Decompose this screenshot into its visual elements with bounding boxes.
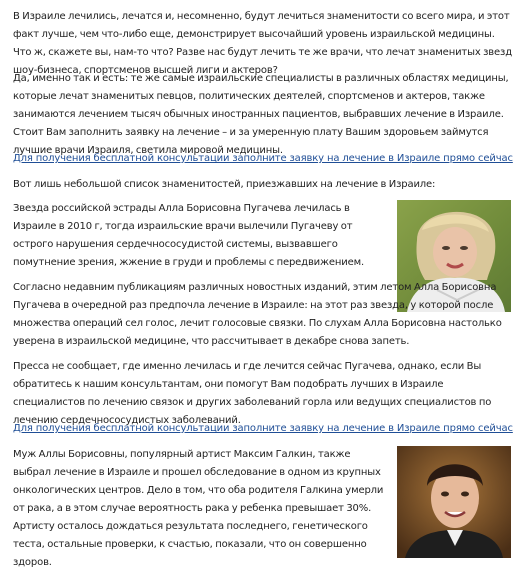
specialists-paragraph: Да, именно так и есть: те же самые израильские специалисты в различных областях медицины, которые лечат знаменитых певцов, политических деятелей, спортсменов и актеров, также занимаются лечением тысяч обычных иностранных пациентов, выбравших лечение в Израиле. Стоит Вам заполнить заявку на лечение – и за умеренную плату Вашим здоровьем займутся лучшие врачи Израиля, светила мировой медицины.	[13, 73, 509, 156]
pugacheva-treatment-paragraph: Звезда российской эстрады Алла Борисовна Пугачева лечилась в Израиле в 2010 г, тогда израильские врачи вылечили Пугачеву от острого нарушения сердечнососудистой системы, вызвавшего помутнение зрения, жжение в груди и проблемы с передвижением.	[13, 203, 365, 268]
press-paragraph: Пресса не сообщает, где именно лечилась и где лечится сейчас Пугачева, однако, если Вы обратитесь к нашим консультантам, они помогут Вам подобрать лучших в Израиле специалистов по лечению связок и других заболеваний горла или ведущих специалистов по лечению сердечнососудистых заболеваний.	[13, 361, 492, 426]
free-consultation-link-1[interactable]: Для получения бесплатной консультации заполните заявку на лечение в Израиле прямо сейчас	[13, 153, 513, 164]
galkin-paragraph: Муж Аллы Борисовны, популярный артист Максим Галкин, также выбрал лечение в Израиле и прошел обследование в одном из крупных онкологических центров. Дело в том, что оба родителя Галкина умерли от рака, а в этом случае вероятность рака у ребенка превышает 30%. Артисту осталось дождаться результата последнего, генетического теста, остальные проверки, к счастью, показали, что он совершенно здоров.	[13, 449, 384, 568]
pugacheva-voice-paragraph: Согласно недавним публикациям различных новостных изданий, этим летом Алла Борисовна Пугачева в очередной раз предпочла лечение в Израиле: на этот раз звезда, у которой после множества операций сел голос, лечит голосовые связки. По слухам Алла Борисовна настолько уверена в израильской медицине, что рассчитывает в декабре снова запеть.	[13, 282, 502, 347]
free-consultation-link-2[interactable]: Для получения бесплатной консультации заполните заявку на лечение в Израиле прямо сейчас	[13, 423, 513, 434]
celebrities-list-intro: Вот лишь небольшой список знаменитостей, приезжавших на лечение в Израиле:	[13, 179, 436, 190]
galkin-photo	[397, 446, 511, 558]
intro-paragraph: В Израиле лечились, лечатся и, несомненно, будут лечиться знаменитости со всего мира, и этот факт лучше, чем что-либо еще, демонстрирует высочайший уровень израильской медицины. Что ж, скажете вы, нам-то что? Разве нас будут лечить те же врачи, что лечат знаменитых звезд шоу-бизнеса, спортсменов высшей лиги и актеров?	[13, 11, 512, 76]
